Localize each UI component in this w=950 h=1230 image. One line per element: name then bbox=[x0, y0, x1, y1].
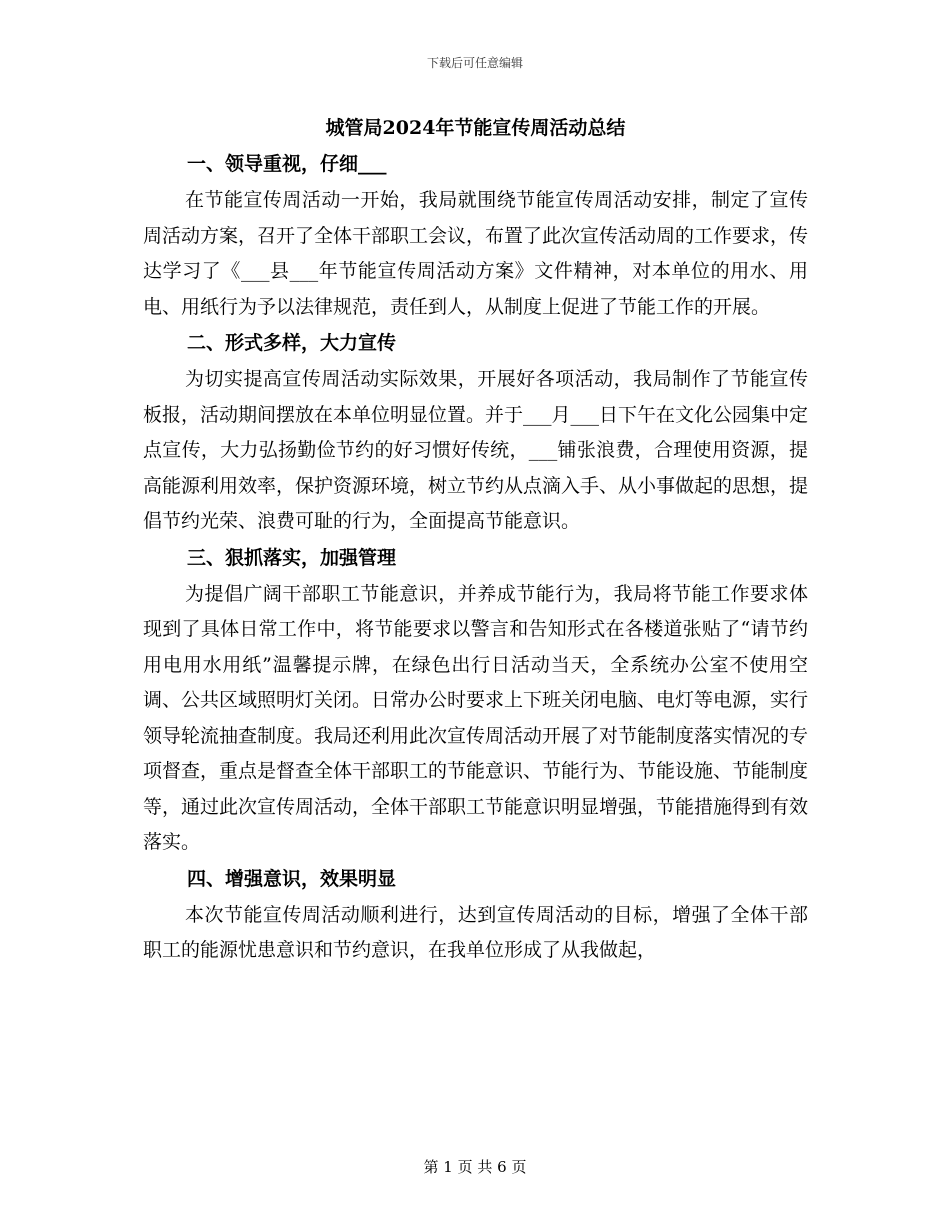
section-4-paragraph: 本次节能宣传周活动顺利进行，达到宣传周活动的目标，增强了全体干部职工的能源忧患意识和节约意识，在我单位形成了从我做起， bbox=[143, 903, 808, 961]
page-number: 第 1 页 共 6 页 bbox=[423, 1158, 527, 1176]
section-heading-3: 三、狠抓落实，加强管理 bbox=[187, 546, 397, 569]
section-3-paragraph: 为提倡广阔干部职工节能意识，并养成节能行为，我局将节能工作要求体现到了具体日常工作中，将节能要求以警言和告知形式在各楼道张贴了“请节约用电用水用纸”温馨提示牌，在绿色出行日活动当天，全系统办公室不使用空调、公共区域照明灯关闭。日常办公时要求上下班关闭电脑、电灯等电源，实行领导轮流抽查制度。我局还利用此次宣传周活动开展了对节能制度落实情况的专项督查，重点是督查全体干部职工的节能意识、节能行为、节能设施、节能制度等，通过此次宣传周活动，全体干部职工节能意识明显增强，节能措施得到有效落实。 bbox=[143, 582, 809, 853]
section-heading-1: 一、领导重视，仔细___ bbox=[187, 153, 387, 175]
section-1-paragraph: 在节能宣传周活动一开始，我局就围绕节能宣传周活动安排，制定了宣传周活动方案，召开了全体干部职工会议，布置了此次宣传活动周的工作要求，传达学习了《___县___年节能宣传周活动方案》文件精神，对本单位的用水、用电、用纸行为予以法律规范，责任到人，从制度上促进了节能工作的开展。 bbox=[143, 189, 809, 318]
section-heading-4: 四、增强意识，效果明显 bbox=[187, 867, 397, 890]
page-header-note: 下载后可任意编辑 bbox=[426, 56, 523, 70]
document-body bbox=[143, 110, 808, 969]
section-2-paragraph: 为切实提高宣传周活动实际效果，开展好各项活动，我局制作了节能宣传板报，活动期间摆放在本单位明显位置。并于___月___日下午在文化公园集中定点宣传，大力弘扬勤俭节约的好习惯好传统，___铺张浪费，合理使用资源，提高能源利用效率，保护资源环境，树立节约从点滴入手、从小事做起的思想，提倡节约光荣、浪费可耻的行为，全面提高节能意识。 bbox=[143, 368, 809, 532]
section-heading-2: 二、形式多样，大力宣传 bbox=[187, 332, 397, 354]
document-title: 城管局2024年节能宣传周活动总结 bbox=[325, 117, 626, 139]
